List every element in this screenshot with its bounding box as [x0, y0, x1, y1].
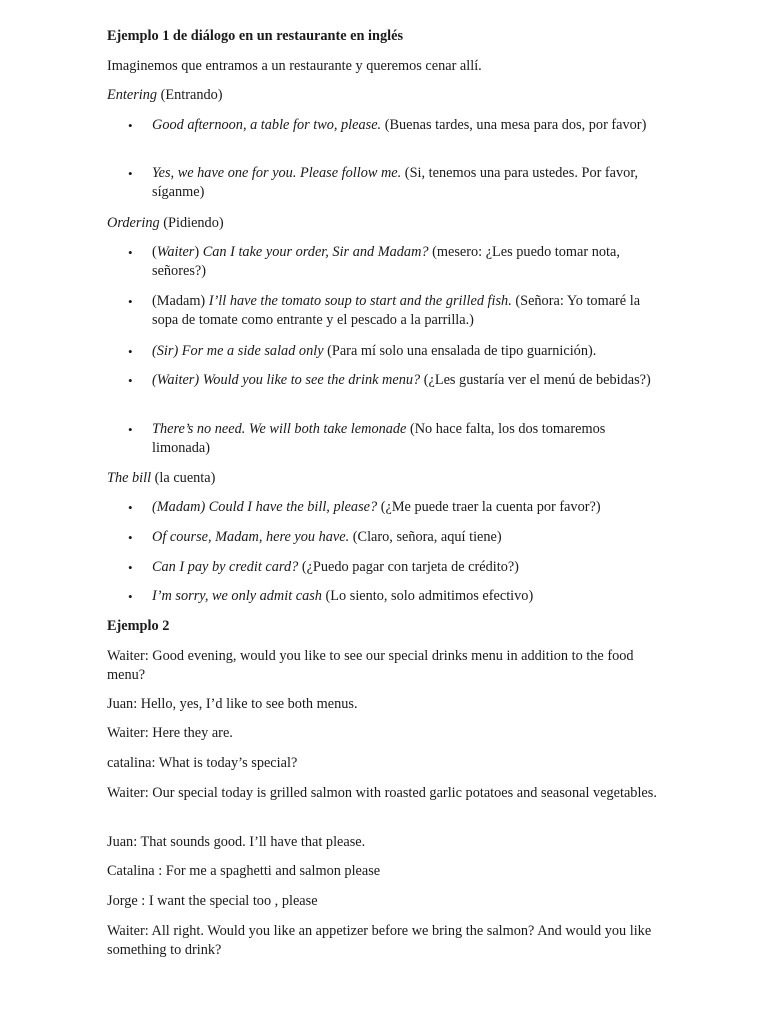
dialogue-line: Juan: That sounds good. I’ll have that please.: [107, 834, 366, 850]
list-item: [152, 371, 652, 390]
list-item: [152, 498, 652, 517]
document-title: Ejemplo 1 de diálogo en un restaurante en inglés: [107, 28, 404, 44]
section-heading-en: Entering: [107, 87, 158, 103]
bullet-icon: •: [128, 294, 133, 309]
list-item-english: Of course, Madam, here you have.: [152, 529, 350, 545]
list-item-english: Can I take your order, Sir and Madam?: [202, 244, 429, 260]
list-item-speaker: Waiter: [156, 244, 195, 260]
list-item-english: Can I pay by credit card?: [152, 559, 299, 575]
list-item-translation: (¿Les gustaría ver el menú de bebidas?): [420, 372, 651, 388]
list-item-translation: (Señora: Yo tomaré la sopa de tomate como entrante y el pescado a la parrilla.): [152, 293, 641, 328]
bullet-icon: •: [128, 166, 133, 181]
bullet-icon: •: [128, 118, 133, 133]
list-item: [152, 587, 652, 606]
bullet-icon: •: [128, 530, 133, 545]
dialogue-line: Juan: Hello, yes, I’d like to see both menus.: [107, 696, 358, 712]
list-item: [152, 116, 652, 135]
list-item-translation: (Claro, señora, aquí tiene): [349, 529, 502, 545]
list-item-english: I’m sorry, we only admit cash: [152, 588, 322, 604]
list-item: [152, 243, 652, 281]
dialogue-line: Waiter: Our special today is grilled salmon with roasted garlic potatoes and seasonal vegetables.: [107, 785, 657, 801]
bullet-icon: •: [128, 373, 133, 388]
list-item: [152, 164, 652, 202]
dialogue-line: Waiter: All right. Would you like an appetizer before we bring the salmon? And would you like something to drink?: [107, 923, 652, 958]
list-item-english: There’s no need. We will both take lemonade: [152, 421, 407, 437]
list-item: [152, 558, 652, 577]
list-item: [152, 420, 652, 458]
list-item-english: (Sir) For me a side salad only: [152, 343, 324, 359]
dialogue-line: Catalina : For me a spaghetti and salmon please: [107, 863, 381, 879]
section-heading-en: Ordering: [107, 215, 160, 231]
list-item-prefix: (: [152, 244, 157, 260]
list-item-prefix: (Madam): [152, 293, 209, 309]
list-item-translation: (¿Me puede traer la cuenta por favor?): [377, 499, 601, 515]
list-item-english: (Madam) Could I have the bill, please?: [152, 499, 378, 515]
list-item: [152, 292, 652, 330]
list-item-english: (Waiter) Would you like to see the drink menu?: [152, 372, 421, 388]
dialogue-line: catalina: What is today’s special?: [107, 755, 298, 771]
example2-title: Ejemplo 2: [107, 618, 170, 634]
bullet-icon: •: [128, 500, 133, 515]
dialogue-line: Waiter: Here they are.: [107, 725, 233, 741]
list-item: [152, 528, 652, 547]
section-heading-es: (la cuenta): [151, 470, 216, 486]
list-item-translation: (Para mí solo una ensalada de tipo guarnición).: [323, 343, 597, 359]
section-heading-es: (Entrando): [157, 87, 223, 103]
list-item-translation: (Lo siento, solo admitimos efectivo): [321, 588, 534, 604]
bullet-icon: •: [128, 560, 133, 575]
bullet-icon: •: [128, 589, 133, 604]
list-item-english: Good afternoon, a table for two, please.: [152, 117, 382, 133]
bullet-icon: •: [128, 344, 133, 359]
list-item-translation: (Si, tenemos una para ustedes. Por favor, síganme): [152, 165, 639, 200]
bullet-icon: •: [128, 245, 133, 260]
dialogue-line: Waiter: Good evening, would you like to see our special drinks menu in addition to the food menu?: [107, 648, 634, 683]
section-heading-ordering: [107, 214, 667, 233]
list-item-translation: (Buenas tardes, una mesa para dos, por favor): [381, 117, 647, 133]
list-item-english: Yes, we have one for you. Please follow me.: [152, 165, 402, 181]
list-item: [152, 342, 652, 361]
intro-paragraph: Imaginemos que entramos a un restaurante y queremos cenar allí.: [107, 58, 482, 74]
section-heading-en: The bill: [107, 470, 152, 486]
list-item-english: I’ll have the tomato soup to start and the grilled fish.: [208, 293, 512, 309]
section-heading-es: (Pidiendo): [159, 215, 224, 231]
section-heading-entering: [107, 86, 667, 105]
list-item-translation: (mesero: ¿Les puedo tomar nota, señores?): [152, 244, 620, 279]
list-item-translation: (No hace falta, los dos tomaremos limonada): [152, 421, 606, 456]
bullet-icon: •: [128, 422, 133, 437]
list-item-prefix-close: ): [194, 244, 203, 260]
section-heading-bill: [107, 469, 667, 488]
list-item-translation: (¿Puedo pagar con tarjeta de crédito?): [298, 559, 519, 575]
dialogue-line: Jorge : I want the special too , please: [107, 893, 318, 909]
